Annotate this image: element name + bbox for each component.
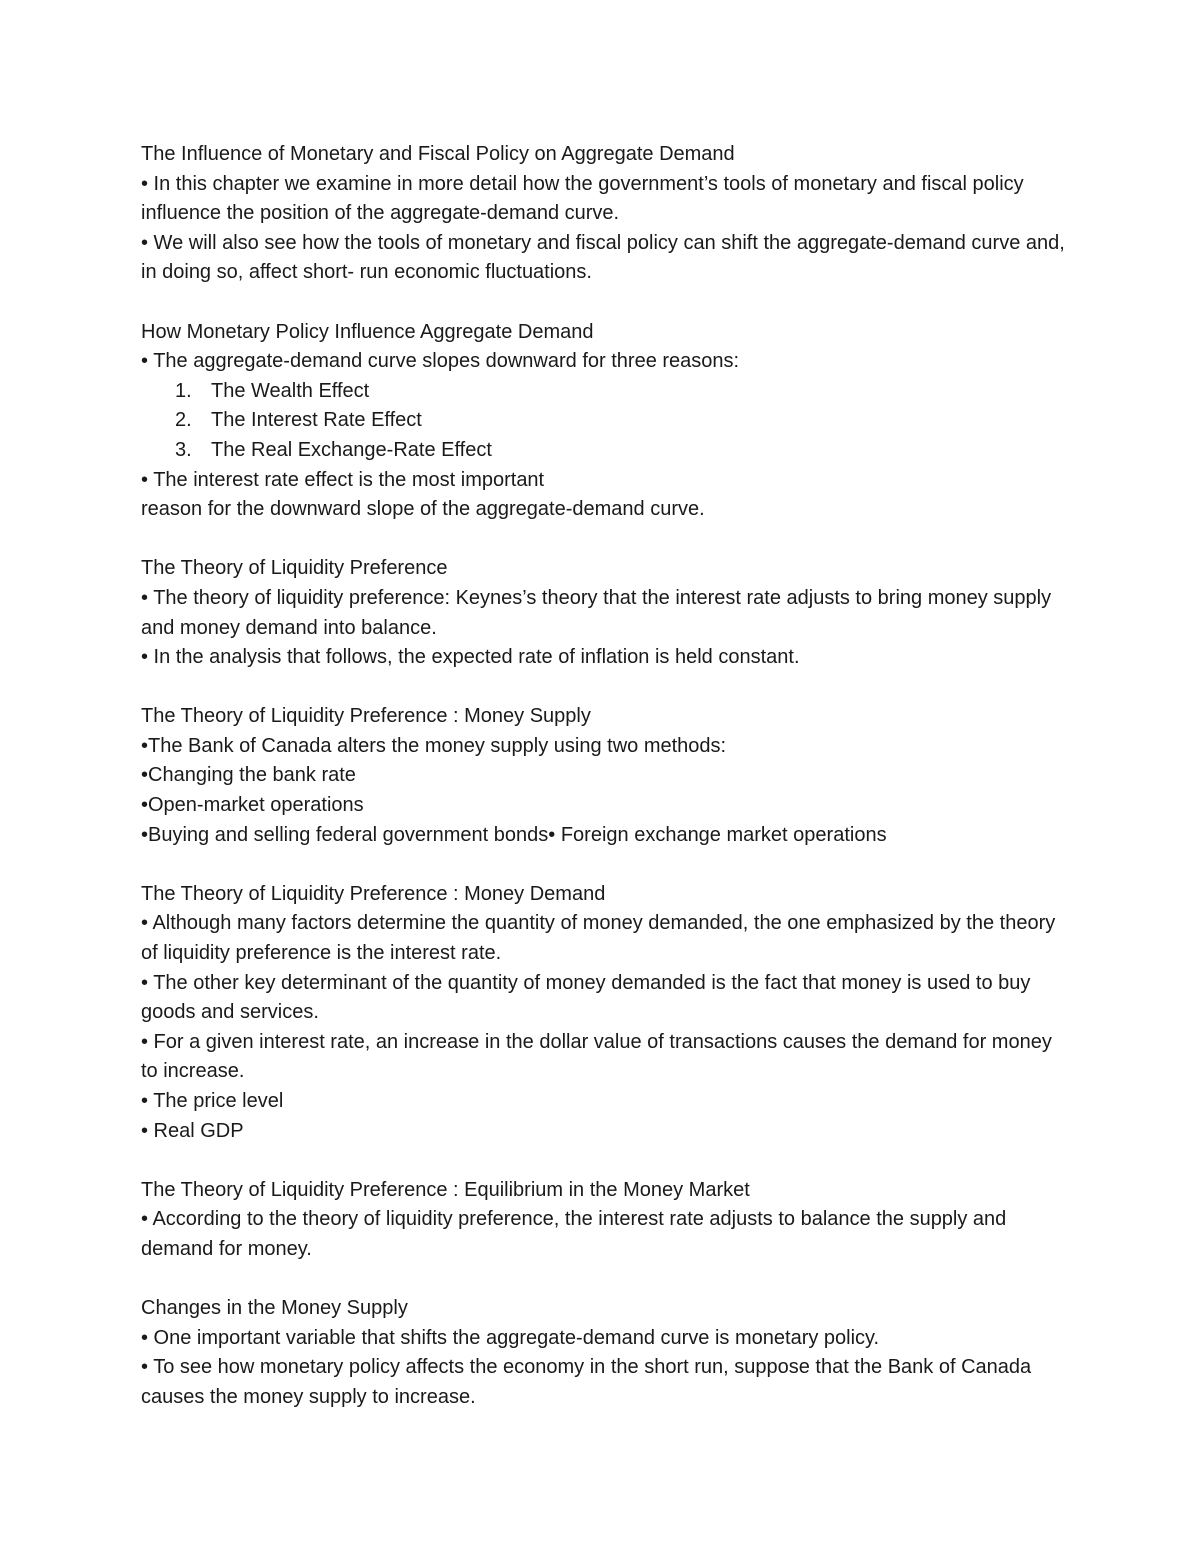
paragraph: • One important variable that shifts the aggregate-demand curve is monetary policy.	[141, 1326, 880, 1349]
section-equilibrium	[141, 1176, 1071, 1265]
section-heading: How Monetary Policy Influence Aggregate Demand	[141, 320, 594, 343]
paragraph: • According to the theory of liquidity preference, the interest rate adjusts to balance the supply and demand for money.	[141, 1208, 1007, 1260]
paragraph: • We will also see how the tools of monetary and fiscal policy can shift the aggregate-demand curve and, in doing so, affect short- run economic fluctuations.	[141, 231, 1065, 284]
list-item	[141, 406, 1071, 436]
section-changes-money-supply	[141, 1294, 1071, 1412]
list-number: 3.	[175, 438, 192, 461]
paragraph: • For a given interest rate, an increase in the dollar value of transactions causes the demand for money to increase.	[141, 1030, 1052, 1083]
paragraph: •Changing the bank rate	[141, 764, 356, 787]
paragraph: • To see how monetary policy affects the economy in the short run, suppose that the Bank of Canada causes the money supply to increase.	[141, 1356, 1032, 1408]
paragraph: • In this chapter we examine in more detail how the government’s tools of monetary and fiscal policy influence the position of the aggregate-demand curve.	[141, 172, 1024, 225]
paragraph: • The interest rate effect is the most important	[141, 468, 545, 491]
paragraph: •Buying and selling federal government bonds• Foreign exchange market operations	[141, 823, 887, 846]
numbered-list	[141, 377, 1071, 466]
list-number: 1.	[175, 379, 192, 402]
list-number: 2.	[175, 409, 192, 432]
list-item-text: The Wealth Effect	[211, 379, 370, 402]
section-heading: The Theory of Liquidity Preference : Money Demand	[141, 882, 606, 905]
section-money-demand	[141, 880, 1071, 1146]
paragraph: •Open-market operations	[141, 794, 364, 817]
section-monetary-policy	[141, 318, 1071, 525]
paragraph: reason for the downward slope of the aggregate-demand curve.	[141, 498, 705, 521]
section-heading: Changes in the Money Supply	[141, 1297, 408, 1320]
section-heading: The Influence of Monetary and Fiscal Policy on Aggregate Demand	[141, 143, 735, 165]
paragraph: • The aggregate-demand curve slopes downward for three reasons:	[141, 350, 740, 373]
section-heading: The Theory of Liquidity Preference : Equilibrium in the Money Market	[141, 1178, 750, 1201]
paragraph: •The Bank of Canada alters the money supply using two methods:	[141, 734, 727, 757]
paragraph: • The theory of liquidity preference: Keynes’s theory that the interest rate adjusts to bring money supply and money demand into balance.	[141, 586, 1052, 639]
paragraph: • The price level	[141, 1090, 284, 1112]
section-heading: The Theory of Liquidity Preference	[141, 557, 448, 580]
document-page	[141, 140, 1071, 1442]
list-item	[141, 436, 1071, 466]
section-heading: The Theory of Liquidity Preference : Money Supply	[141, 705, 591, 728]
paragraph: • The other key determinant of the quantity of money demanded is the fact that money is used to buy goods and services.	[141, 971, 1031, 1024]
list-item-text: The Interest Rate Effect	[211, 409, 422, 432]
section-money-supply	[141, 702, 1071, 850]
paragraph: • Real GDP	[141, 1119, 244, 1142]
list-item-text: The Real Exchange-Rate Effect	[211, 438, 492, 461]
section-influence	[141, 140, 1071, 288]
section-liquidity-preference	[141, 554, 1071, 672]
paragraph: • Although many factors determine the quantity of money demanded, the one emphasized by the theory of liquidity preference is the interest rate.	[141, 912, 1056, 965]
list-item	[141, 377, 1071, 407]
paragraph: • In the analysis that follows, the expected rate of inflation is held constant.	[141, 646, 800, 669]
